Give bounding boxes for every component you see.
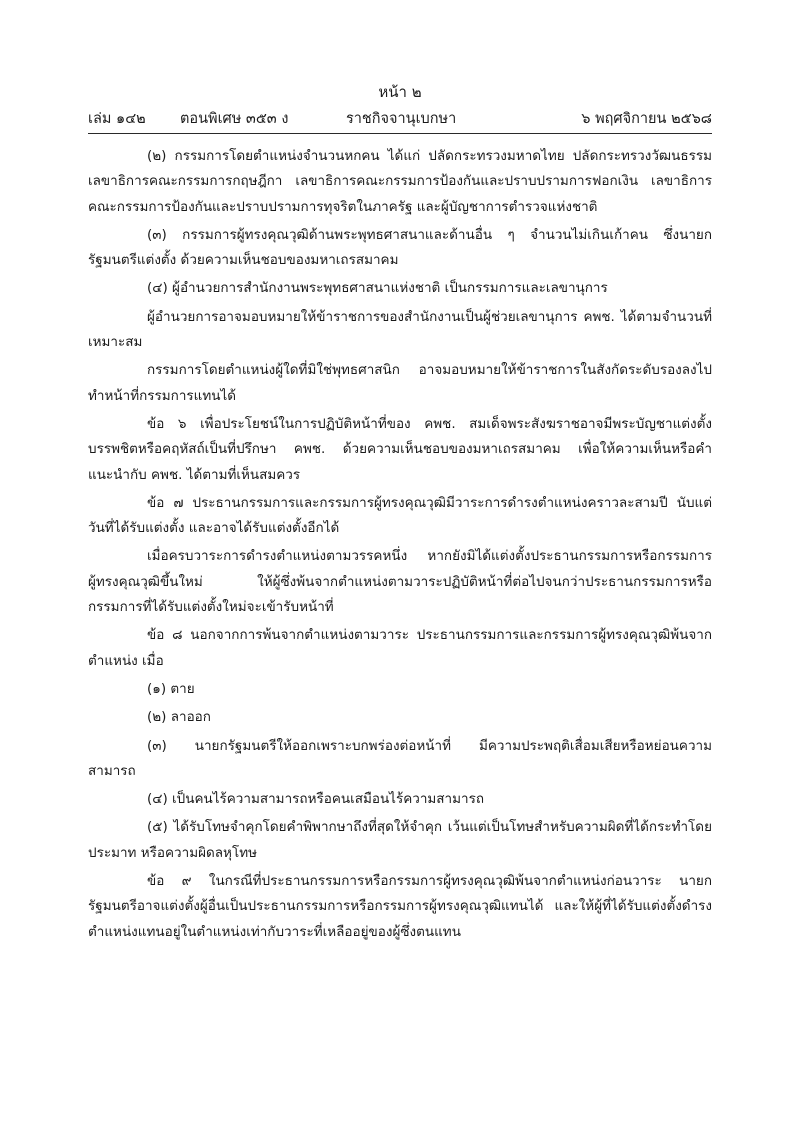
- gazette-name: ราชกิจจานุเบกษา: [346, 111, 457, 127]
- volume-number: เล่ม ๑๔๒: [88, 111, 146, 127]
- gazette-header: [88, 108, 712, 130]
- clause-8-item-4: (๔) เป็นคนไร้ความสามารถหรือคนเสมือนไร้ความสามารถ: [147, 791, 485, 808]
- header-divider: [88, 133, 712, 134]
- document-body: [88, 144, 712, 948]
- clause-8-item-2: (๒) ลาออก: [147, 709, 211, 726]
- paragraph-2: (๒) กรรมการโดยตำแหน่งจำนวนหกคน ได้แก่ ปลัดกระทรวงมหาดไทย ปลัดกระทรวงวัฒนธรรม เลขาธิการคณะกรรมการกฤษฎีกา เลขาธิการคณะกรรมการป้องกันและปราบปรามการฟอกเงิน เลขาธิการคณะกรรมการป้องกันและปราบปรามการทุจริตในภาครัฐ และผู้บัญชาการตำรวจแห่งชาติ: [88, 148, 712, 215]
- clause-8-item-5: (๕) ได้รับโทษจำคุกโดยคำพิพากษาถึงที่สุดให้จำคุก เว้นแต่เป็นโทษสำหรับความผิดที่ได้กระทำโดยประมาท หรือความผิดลหุโทษ: [88, 819, 712, 861]
- paragraph-4: (๔) ผู้อำนวยการสำนักงานพระพุทธศาสนาแห่งชาติ เป็นกรรมการและเลขานุการ: [147, 280, 608, 297]
- clause-7: ข้อ ๗ ประธานกรรมการและกรรมการผู้ทรงคุณวุฒิมีวาระการดำรงตำแหน่งคราวละสามปี นับแต่วันที่ได้รับแต่งตั้ง และอาจได้รับแต่งตั้งอีกได้: [88, 494, 712, 537]
- clause-9: ข้อ ๙ ในกรณีที่ประธานกรรมการหรือกรรมการผู้ทรงคุณวุฒิพ้นจากตำแหน่งก่อนวาระ นายกรัฐมนตรีอาจแต่งตั้งผู้อื่นเป็นประธานกรรมการหรือกรรมการผู้ทรงคุณวุฒิแทนได้ และให้ผู้ที่ได้รับแต่งตั้งดำรงตำแหน่งแทนอยู่ในตำแหน่งเท่ากับวาระที่เหลืออยู่ของผู้ซึ่งตนแทน: [88, 873, 712, 940]
- clause-7-paragraph-2: เมื่อครบวาระการดำรงตำแหน่งตามวรรคหนึ่ง หากยังมิได้แต่งตั้งประธานกรรมการหรือกรรมการผู้ทรงคุณวุฒิขึ้นใหม่ ให้ผู้ซึ่งพ้นจากตำแหน่งตามวาระปฏิบัติหน้าที่ต่อไปจนกว่าประธานกรรมการหรือกรรมการที่ได้รับแต่งตั้งใหม่จะเข้ารับหน้าที่: [88, 548, 712, 616]
- publication-date: ๖ พฤศจิกายน ๒๕๖๘: [581, 111, 712, 127]
- paragraph-3: (๓) กรรมการผู้ทรงคุณวุฒิด้านพระพุทธศาสนาและด้านอื่น ๆ จำนวนไม่เกินเก้าคน ซึ่งนายกรัฐมนตรีแต่งตั้ง ด้วยความเห็นชอบของมหาเถรสมาคม: [88, 226, 712, 269]
- clause-8: ข้อ ๘ นอกจากการพ้นจากตำแหน่งตามวาระ ประธานกรรมการและกรรมการผู้ทรงคุณวุฒิพ้นจากตำแหน่ง เมื่อ: [88, 627, 712, 669]
- page-number: หน้า ๒: [378, 83, 422, 101]
- issue-number: ตอนพิเศษ ๓๕๓ ง: [180, 111, 289, 127]
- clause-8-item-1: (๑) ตาย: [147, 680, 195, 697]
- paragraph-delegation: กรรมการโดยตำแหน่งผู้ใดที่มิใช่พุทธศาสนิก อาจมอบหมายให้ข้าราชการในสังกัดระดับรองลงไปทำหน้าที่กรรมการแทนได้: [88, 362, 712, 404]
- paragraph-assistant-secretary: ผู้อำนวยการอาจมอบหมายให้ข้าราชการของสำนักงานเป็นผู้ช่วยเลขานุการ คพช. ได้ตามจำนวนที่เหมาะสม: [88, 308, 712, 351]
- clause-6: ข้อ ๖ เพื่อประโยชน์ในการปฏิบัติหน้าที่ของ คพช. สมเด็จพระสังฆราชอาจมีพระบัญชาแต่งตั้งบรรพชิตหรือคฤหัสถ์เป็นที่ปรึกษา คพช. ด้วยความเห็นชอบของมหาเถรสมาคม เพื่อให้ความเห็นหรือคำแนะนำกับ คพช. ได้ตามที่เห็นสมควร: [88, 415, 712, 483]
- clause-8-item-3: (๓) นายกรัฐมนตรีให้ออกเพราะบกพร่องต่อหน้าที่ มีความประพฤติเสื่อมเสียหรือหย่อนความสามารถ: [88, 737, 712, 779]
